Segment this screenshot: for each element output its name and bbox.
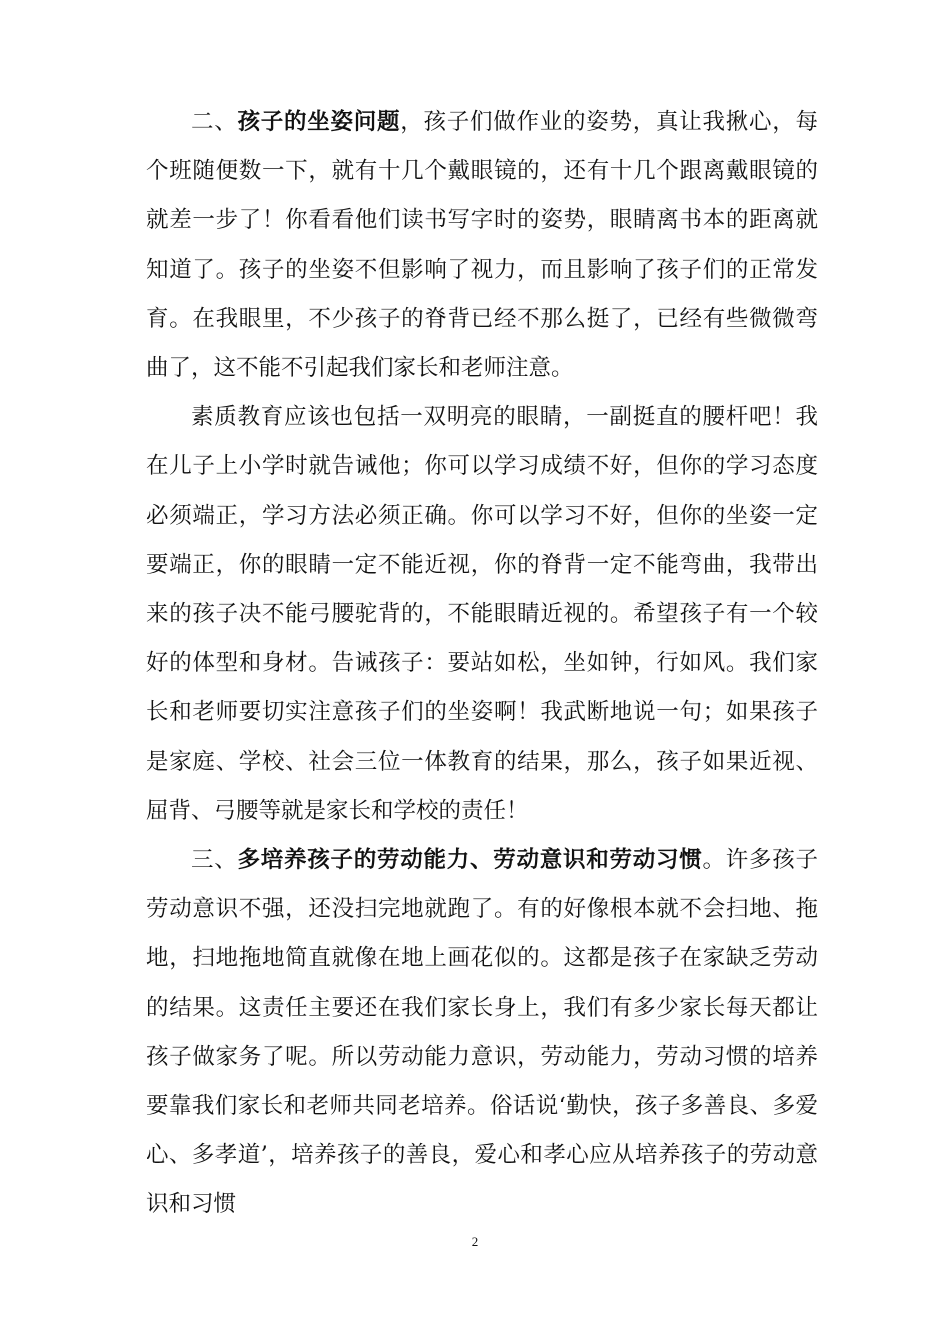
paragraph-quality-education [146, 393, 818, 836]
paragraph-sitting-posture [146, 98, 818, 393]
section-heading: 多培养孩子的劳动能力、劳动意识和劳动习惯 [237, 847, 703, 874]
section-number: 二、 [191, 109, 238, 135]
paragraph-text: 。许多孩子劳动意识不强，还没扫完地就跑了。有的好像根本就不会扫地、拖地，扫地拖地简直就像在地上画花似的。这都是孩子在家缺乏劳动的结果。这责任主要还在我们家长身上，我们有多少家长每天都让孩子做家务了呢。所以劳动能力意识，劳动能力，劳动习惯的培养要靠我们家长和老师共同老培养。俗话说‘勤快，孩子多善良、多爱心、多孝道’，培养孩子的善良，爱心和孝心应从培养孩子的劳动意识和习惯 [146, 847, 818, 1218]
page-number: 2 [471, 1234, 479, 1249]
paragraph-labor-ability [146, 836, 818, 1230]
section-heading: 孩子的坐姿问题 [237, 109, 401, 135]
paragraph-text: ，孩子们做作业的姿势，真让我揪心，每个班随便数一下，就有十几个戴眼镜的，还有十几个跟离戴眼镜的就差一步了！你看看他们读书写字时的姿势，眼睛离书本的距离就知道了。孩子的坐姿不但影响了视力，而且影响了孩子们的正常发育。在我眼里，不少孩子的脊背已经不那么挺了，已经有些微微弯曲了，这不能不引起我们家长和老师注意。 [146, 109, 818, 382]
body-text [146, 98, 818, 1230]
section-number: 三、 [191, 847, 238, 874]
paragraph-text: 素质教育应该也包括一双明亮的眼睛，一副挺直的腰杆吧！我在儿子上小学时就告诫他；你可以学习成绩不好，但你的学习态度必须端正，学习方法必须正确。你可以学习不好，但你的坐姿一定要端正，你的眼睛一定不能近视，你的脊背一定不能弯曲，我带出来的孩子决不能弓腰驼背的，不能眼睛近视的。希望孩子有一个较好的体型和身材。告诫孩子：要站如松，坐如钟，行如风。我们家长和老师要切实注意孩子们的坐姿啊！我武断地说一句；如果孩子是家庭、学校、社会三位一体教育的结果，那么，孩子如果近视、屈背、弓腰等就是家长和学校的责任！ [146, 404, 818, 824]
